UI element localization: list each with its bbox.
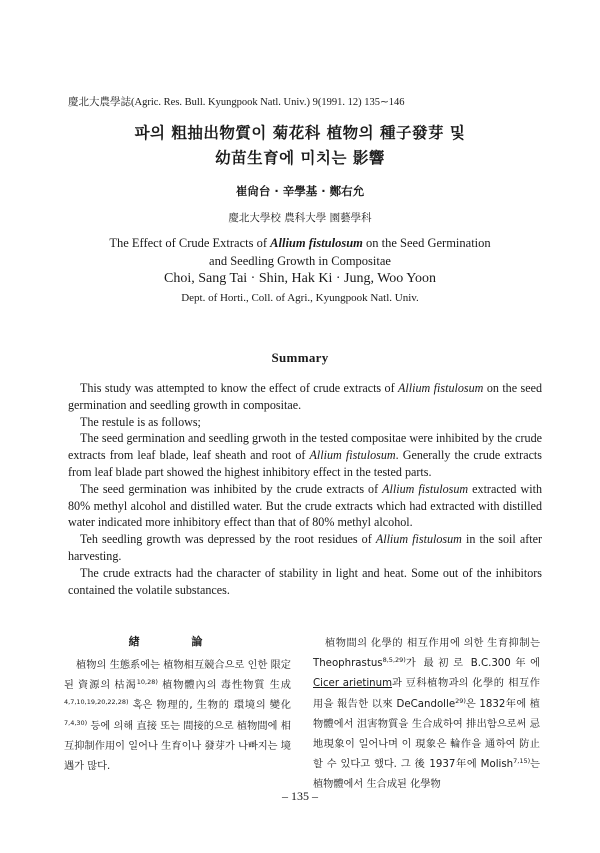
body-text: 은 1832年에 植物體에서 沮害物質을 生合成하여 排出함으로써 忌地現象이 일어나며 이 現象은 輪作을 通하여 防止할 수 있다고 했다. 그 後 1937年에 Molish xyxy=(313,698,540,771)
citation-ref: 10,28) xyxy=(136,678,158,687)
body-text: 가 最初로 B.C.300年에 xyxy=(405,658,540,670)
summary-heading: Summary xyxy=(271,350,329,365)
body-text: 植物의 生態系에는 植物相互競合으로 인한 限定된 資源의 枯渴 xyxy=(64,660,291,692)
intro-paragraph-right xyxy=(313,634,540,796)
body-text: 과 豆科植物과의 化學的 相互作用을 報告한 以來 DeCandolle xyxy=(313,678,540,710)
species-name: Allium fistulosum xyxy=(375,532,462,547)
summary-text: The seed germination and seedling grwoth in the tested compositae were inhibited by the crude extracts from leaf blade, leaf sheath and root of xyxy=(68,431,542,463)
intro-left-column xyxy=(64,634,291,777)
species-name-underlined: Cicer arietinum xyxy=(313,678,393,690)
summary-paragraph-5 xyxy=(68,531,542,565)
species-name: Allium fistulosum xyxy=(382,481,469,496)
summary-paragraph-4 xyxy=(68,481,542,531)
english-title-line-2: and Seedling Growth in Compositae xyxy=(209,254,391,268)
summary-paragraph-3 xyxy=(68,430,542,480)
body-text: 등에 의해 直接 또는 間接的으로 植物間에 相互抑制作用이 일어나 生育이나 發芽가 나빠지는 境遇가 많다. xyxy=(64,720,291,773)
korean-title-line-2: 幼苗生育에 미치는 影響 xyxy=(215,149,385,167)
summary-paragraph-2: The restule is as follows; xyxy=(80,414,201,429)
korean-title-line-1: 파의 粗抽出物質이 菊花科 植物의 種子發芽 및 xyxy=(134,124,466,142)
citation-ref: 4,7,10,19,20,22,28) xyxy=(64,698,129,707)
english-authors: Choi, Sang Tai · Shin, Hak Ki · Jung, Woo Yoon xyxy=(164,271,436,286)
summary-text: extracted with 80% methyl alcohol and distilled water. But the crude extracts which had extracted with distilled water indicated more inhibitory effect than that of 80% methyl alcohol. xyxy=(68,481,542,530)
english-title-line-1 xyxy=(0,236,600,251)
english-title-prefix: The Effect of Crude Extracts of xyxy=(109,236,271,250)
introduction-heading: 緖 論 xyxy=(128,635,227,648)
summary-text: in the soil after harvesting. xyxy=(68,532,542,563)
body-text: 는 植物體에서 生合成된 化學物 xyxy=(313,759,540,791)
english-title-species: Allium fistulosum xyxy=(270,236,363,250)
korean-authors: 崔尙台 · 辛學基 · 鄭右允 xyxy=(235,184,365,198)
journal-citation: 慶北大農學誌(Agric. Res. Bull. Kyungpook Natl. Univ.) 9(1991. 12) 135∼146 xyxy=(68,97,405,108)
page-number: – 135 – xyxy=(282,789,318,803)
english-title-suffix: on the Seed Germination xyxy=(362,236,491,250)
summary-text: Teh seedling growth was depressed by the root residues of xyxy=(80,532,376,547)
citation-ref: 7,4,30) xyxy=(64,718,88,727)
summary-abstract xyxy=(68,380,542,598)
intro-right-column xyxy=(313,634,540,796)
species-name: Allium fistulosum xyxy=(398,381,484,395)
species-name: Allium fistulosum xyxy=(309,448,396,463)
english-affiliation: Dept. of Horti., Coll. of Agri., Kyungpook Natl. Univ. xyxy=(181,292,419,304)
summary-paragraph-6: The crude extracts had the character of stability in light and heat. Some out of the inhibitors contained the volatile substances. xyxy=(68,565,542,597)
body-text: 혹은 物理的, 生物的 環境의 變化 xyxy=(128,700,291,712)
summary-text: This study was attempted to know the effect of crude extracts of xyxy=(80,381,399,395)
summary-text: . Generally the crude extracts from leaf blade part showed the highest inhibitory effect in the tested parts. xyxy=(68,448,543,479)
citation-ref: 29) xyxy=(455,696,466,705)
summary-text: The seed germination was inhibited by the crude extracts of xyxy=(80,481,383,496)
intro-paragraph-left xyxy=(64,656,291,777)
summary-paragraph-1 xyxy=(68,380,542,414)
body-text: 植物間의 化學的 相互作用에 의한 生育抑制는 Theophrastus xyxy=(313,638,540,670)
summary-text: on the seed germination and seedling growth in compositae. xyxy=(68,381,542,412)
citation-ref: 7,15) xyxy=(513,757,531,766)
citation-ref: 8,5,29) xyxy=(382,656,406,665)
korean-affiliation: 慶北大學校 農科大學 園藝學科 xyxy=(228,212,372,224)
body-text: 植物體內의 毒性物質 生成 xyxy=(157,680,291,692)
